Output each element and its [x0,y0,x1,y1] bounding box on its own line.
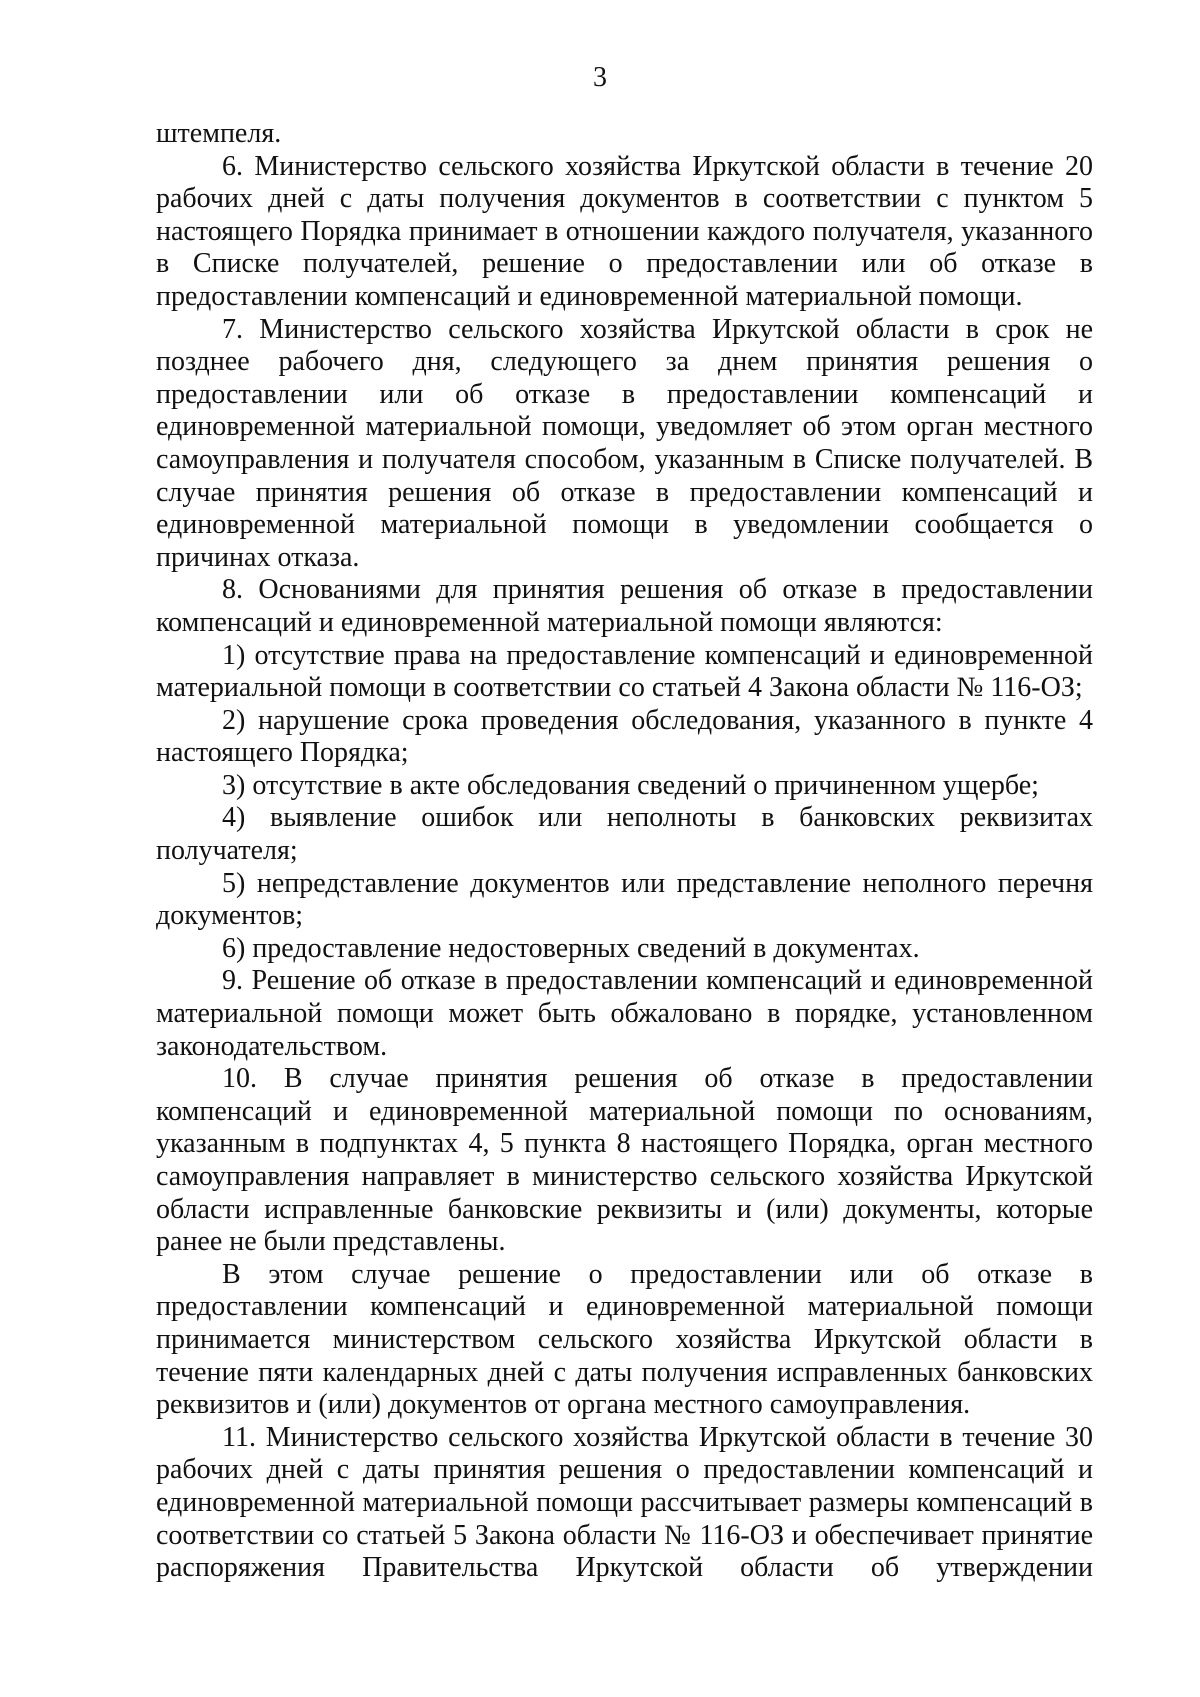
paragraph-continuation: штемпеля. [156,118,282,149]
paragraph-item-6: 6. Министерство сельского хозяйства Иркутской области в течение 20 рабочих дней с даты получения документов в соответствии с пунктом 5 настоящего Порядка принимает в отношении каждого получателя, указанного в Списке получателей, решение о предоставлении или об отказе в предоставлении компенсаций и единовременной материальной помощи. [156,150,1093,312]
subitem-6: 6) предоставление недостоверных сведений в документах. [222,932,920,964]
paragraph-item-8: 8. Основаниями для принятия решения об отказе в предоставлении компенсаций и единовременной материальной помощи являются: [156,574,1093,638]
subitem-4: 4) выявление ошибок или неполноты в банковских реквизитах получателя; [156,802,1093,867]
page-number: 3 [593,62,607,93]
document-body [156,118,1093,1585]
paragraph-item-10-continued: В этом случае решение о предоставлении или об отказе в предоставлении компенсаций и единовременной материальной помощи принимается министерством сельского хозяйства Иркутской области в течение пяти календарных дней с даты получения исправленных банковских реквизитов и (или) документов от органа местного самоуправления. [156,1258,1093,1421]
paragraph-item-11: 11. Министерство сельского хозяйства Иркутской области в течение 30 рабочих дней с даты принятия решения о предоставлении компенсаций и единовременной материальной помощи рассчитывает размеры компенсаций в соответствии со статьей 5 Закона области № 116-ОЗ и обеспечивает принятие распоряжения Правительства Иркутской области об утверждении [156,1421,1093,1584]
subitem-2: 2) нарушение срока проведения обследования, указанного в пункте 4 настоящего Порядка; [156,704,1093,769]
subitem-5: 5) непредставление документов или представление неполного перечня документов; [156,867,1093,932]
paragraph-item-9: 9. Решение об отказе в предоставлении компенсаций и единовременной материальной помощи может быть обжаловано в порядке, установленном законодательством. [156,965,1093,1062]
paragraph-item-10: 10. В случае принятия решения об отказе в предоставлении компенсаций и единовременной материальной помощи по основаниям, указанным в подпунктах 4, 5 пункта 8 настоящего Порядка, орган местного самоуправления направляет в министерство сельского хозяйства Иркутской области исправленные банковские реквизиты и (или) документы, которые ранее не были представлены. [156,1063,1093,1258]
subitem-1: 1) отсутствие права на предоставление компенсаций и единовременной материальной помощи в соответствии со статьей 4 Закона области № 116-ОЗ; [156,639,1093,704]
paragraph-item-7: 7. Министерство сельского хозяйства Иркутской области в срок не позднее рабочего дня, следующего за днем принятия решения о предоставлении или об отказе в предоставлении компенсаций и единовременной материальной помощи, уведомляет об этом орган местного самоуправления и получателя способом, указанным в Списке получателей. В случае принятия решения об отказе в предоставлении компенсаций и единовременной материальной помощи в уведомлении сообщается о причинах отказа. [156,313,1093,573]
subitem-3: 3) отсутствие в акте обследования сведений о причиненном ущербе; [222,769,1039,801]
